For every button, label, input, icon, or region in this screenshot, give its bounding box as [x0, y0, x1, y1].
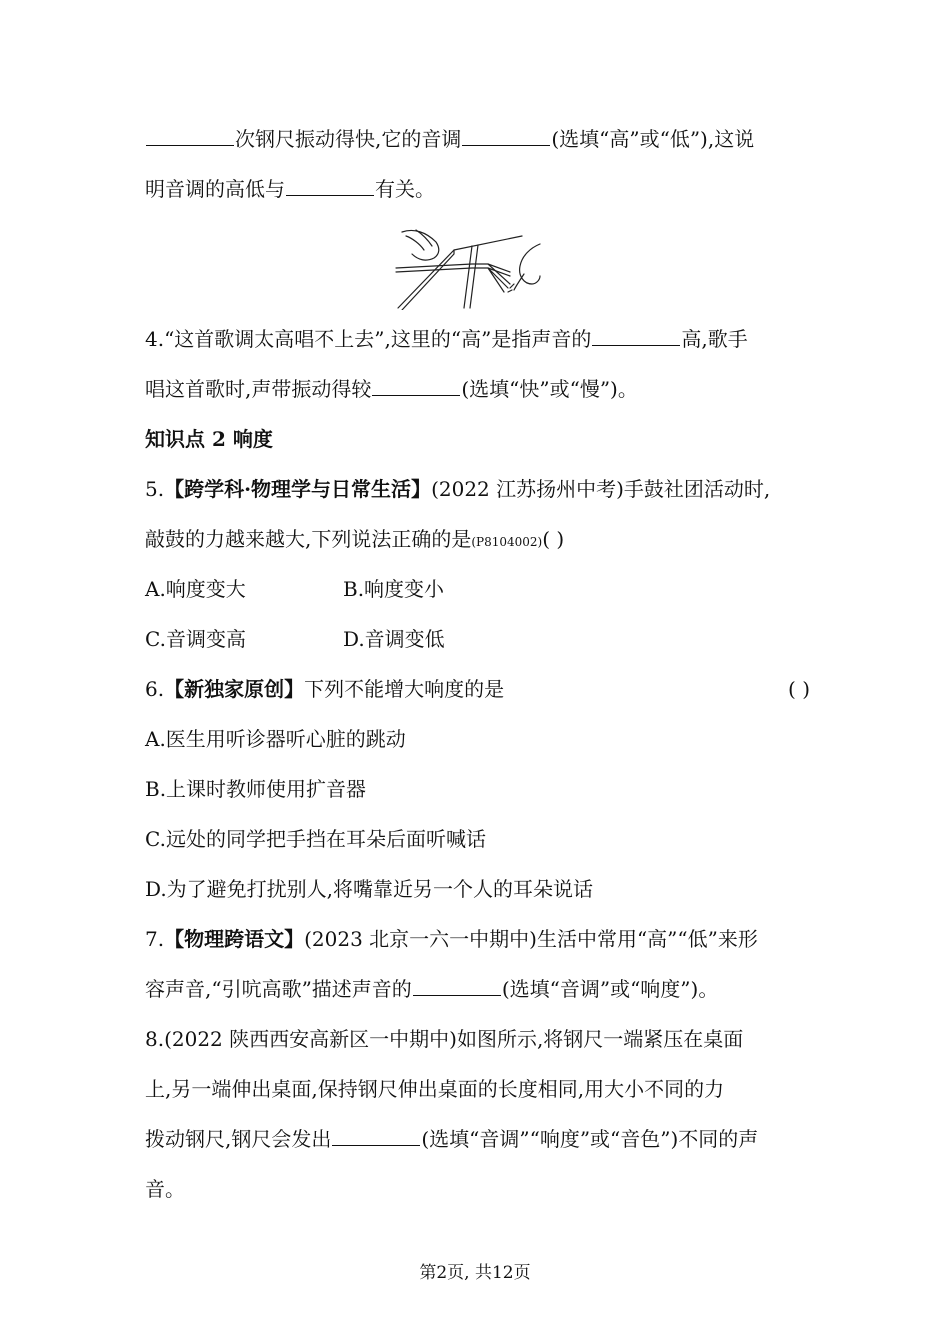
q6-line-1: 6.【新独家原创】下列不能增大响度的是 ( ) — [145, 674, 810, 704]
q8-line-2: 上,另一端伸出桌面,保持钢尺伸出桌面的长度相同,用大小不同的力 — [145, 1077, 725, 1101]
q8-line-4: 音。 — [145, 1177, 185, 1201]
q3-line-1: 次钢尺振动得快,它的音调 (选填“高”或“低”),这说 — [145, 124, 810, 154]
table-edge — [398, 236, 522, 308]
answer-blank[interactable] — [413, 977, 501, 996]
option-b[interactable]: B.响度变小 — [343, 577, 445, 601]
page-number: 第2页, 共12页 — [419, 1263, 531, 1283]
option-d[interactable]: D.为了避免打扰别人,将嘴靠近另一个人的耳朵说话 — [145, 877, 594, 901]
q5-tag: 【跨学科·物理学与日常生活】 — [164, 477, 432, 501]
q4-line-1: 4.“这首歌调太高唱不上去”,这里的“高”是指声音的 高,歌手 — [145, 327, 748, 351]
q8-line-3: 拨动钢尺,钢尺会发出 (选填“音调”“响度”或“音色”)不同的声 — [145, 1127, 759, 1151]
answer-blank[interactable] — [146, 127, 234, 146]
q8-line-1: 8.(2022 陕西西安高新区一中期中)如图所示,将钢尺一端紧压在桌面 — [145, 1027, 744, 1051]
q7-line-2: 容声音,“引吭高歌”描述声音的 (选填“音调”或“响度”)。 — [145, 977, 719, 1001]
answer-blank[interactable] — [592, 327, 680, 346]
q3-line-2: 明音调的高低与 有关。 — [145, 177, 435, 201]
answer-paren[interactable]: ( ) — [788, 677, 810, 701]
answer-blank[interactable] — [332, 1127, 420, 1146]
answer-blank[interactable] — [372, 377, 460, 396]
section-heading: 知识点 2 响度 — [145, 427, 273, 451]
answer-blank[interactable] — [286, 177, 374, 196]
option-d[interactable]: D.音调变低 — [343, 627, 445, 651]
answer-paren[interactable]: ( ) — [542, 527, 565, 551]
answer-blank[interactable] — [462, 127, 550, 146]
q5-options-row-1 — [145, 574, 810, 604]
q4-line-2: 唱这首歌时,声带振动得较 (选填“快”或“慢”)。 — [145, 377, 638, 401]
right-hand — [520, 244, 540, 284]
q6-tag: 【新独家原创】 — [164, 677, 305, 701]
option-c[interactable]: C.音调变高 — [145, 627, 246, 651]
option-a[interactable]: A.医生用听诊器听心脏的跳动 — [145, 727, 406, 751]
ruler-vibration-figure — [392, 224, 542, 310]
q7-line-1: 7.【物理跨语文】(2023 北京一六一中期中)生活中常用“高”“低”来形 — [145, 927, 758, 951]
question-code: (P8104002) — [471, 535, 543, 549]
option-a[interactable]: A.响度变大 — [145, 577, 246, 601]
option-c[interactable]: C.远处的同学把手挡在耳朵后面听喊话 — [145, 827, 486, 851]
option-b[interactable]: B.上课时教师使用扩音器 — [145, 777, 367, 801]
q5-options-row-2 — [145, 624, 810, 654]
q5-line-2: 敲鼓的力越来越大,下列说法正确的是(P8104002)( ) — [145, 527, 565, 551]
q5-line-1: 5.【跨学科·物理学与日常生活】(2022 江苏扬州中考)手鼓社团活动时, — [145, 477, 771, 501]
q7-tag: 【物理跨语文】 — [164, 927, 305, 951]
